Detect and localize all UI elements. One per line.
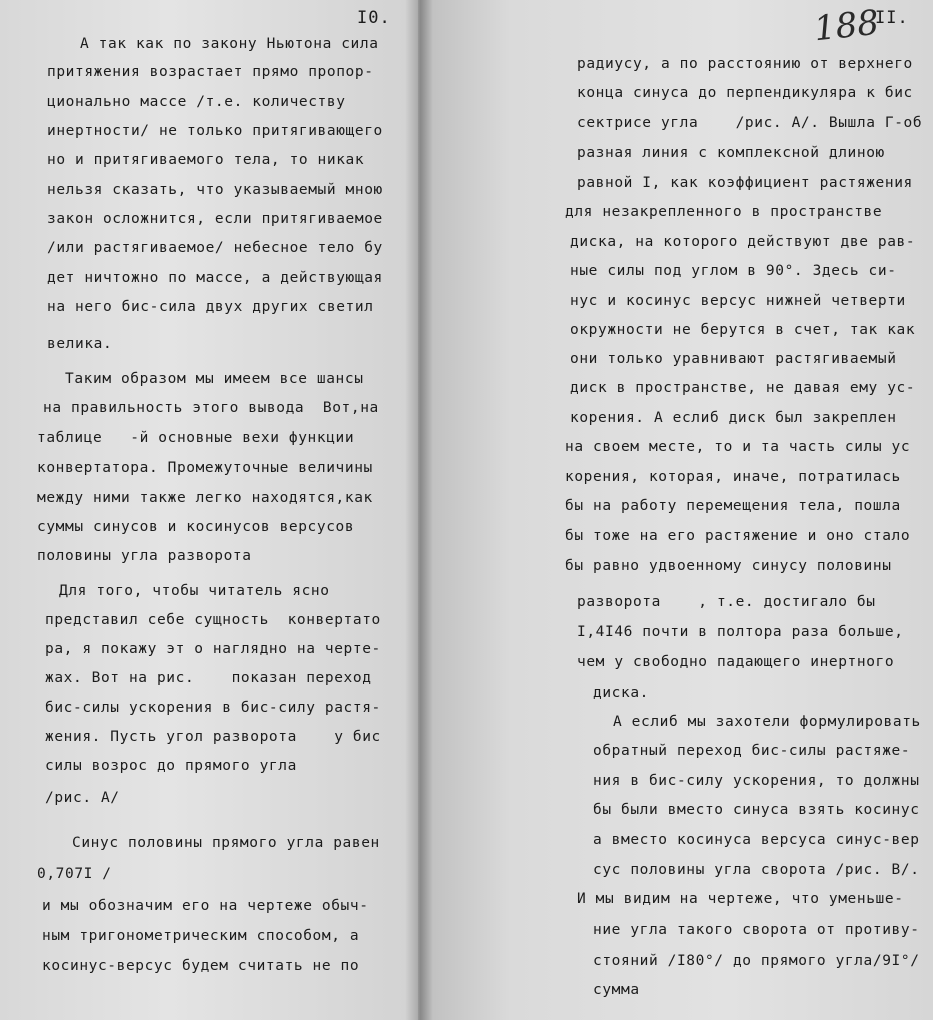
left-page-text-line: представил себе сущность конвертато [45, 612, 381, 628]
right-page-text-line: корения. А еслиб диск был закреплен [570, 410, 897, 426]
left-page-text-line: /или растягиваемое/ небесное тело бу [47, 240, 383, 256]
left-page-text-line: бис-силы ускорения в бис-силу растя- [45, 700, 381, 716]
left-page-text-line: жения. Пусть угол разворота у бис [45, 729, 381, 745]
right-page-text-line: обратный переход бис-силы растяже- [593, 743, 911, 759]
right-page-text-line: а вместо косинуса версуса синус-вер [593, 832, 920, 848]
right-page-text-line: диска. [593, 685, 649, 701]
left-page-text-line: силы возрос до прямого угла [45, 758, 297, 774]
left-page-text-line: на правильность этого вывода Вот,на [43, 400, 379, 416]
right-page-text-line: сектрисе угла /рис. А/. Вышла Г-об [577, 115, 923, 131]
left-page-number: I0. [357, 8, 391, 28]
right-page-text-line: окружности не берутся в счет, так как [570, 322, 916, 338]
left-page-text-line: Для того, чтобы читатель ясно [59, 583, 330, 599]
right-page-text-line: конца синуса до перпендикуляра к бис [577, 85, 913, 101]
right-page-text-line: для незакрепленного в пространстве [565, 204, 883, 220]
right-page-text-line: ные силы под углом в 90°. Здесь си- [570, 263, 897, 279]
right-page-text-line: разворота , т.е. достигало бы [577, 594, 876, 610]
right-page-text-line: I,4I46 почти в полтора раза больше, [577, 624, 904, 640]
left-page-text-line: дет ничтожно по массе, а действующая [47, 270, 383, 286]
archive-folio-mark: 188 [812, 2, 881, 50]
left-page-text-line: инертности/ не только притягивающего [47, 123, 383, 139]
right-page-text-line: диска, на которого действуют две рав- [570, 234, 916, 250]
left-page-text-line: ционально массе /т.е. количеству [47, 94, 346, 110]
left-page-text-line: закон осложнится, если притягиваемое [47, 211, 383, 227]
left-page-text-line: Синус половины прямого угла равен [72, 835, 380, 851]
left-page-text-line: 0,707I / [37, 866, 112, 882]
left-page-text-line: косинус-версус будем считать не по [42, 958, 360, 974]
left-page-text-line: велика. [47, 336, 113, 352]
right-page-text-line: А еслиб мы захотели формулировать [613, 714, 921, 730]
right-page-text-line: стояний /I80°/ до прямого угла/9I°/ [593, 953, 920, 969]
left-page-text-line: притяжения возрастает прямо пропор- [47, 64, 374, 80]
left-page-text-line: ным тригонометрическим способом, а [42, 928, 360, 944]
right-page-text-line: сумма [593, 982, 640, 998]
left-page-text-line: жах. Вот на рис. показан переход [45, 670, 372, 686]
right-page-text-line: они только уравнивают растягиваемый [570, 351, 897, 367]
left-page-text-line: между ними также легко находятся,как [37, 490, 373, 506]
left-page-text-line: нельзя сказать, что указываемый мною [47, 182, 383, 198]
right-page-text-line: сус половины угла сворота /рис. В/. [593, 862, 920, 878]
right-page-text-line: бы тоже на его растяжение и оно стало [565, 528, 911, 544]
left-page-text-line: суммы синусов и косинусов версусов [37, 519, 355, 535]
left-page-text-line: половины угла разворота [37, 548, 252, 564]
right-page-text-line: корения, которая, иначе, потратилась [565, 469, 901, 485]
right-page-text-line: разная линия с комплексной длиною [577, 145, 885, 161]
right-page-text-line: диск в пространстве, не давая ему ус- [570, 380, 916, 396]
right-page-text-line: ния в бис-силу ускорения, то должны [593, 773, 920, 789]
left-page-text-line: таблице -й основные вехи функции [37, 430, 355, 446]
left-page-text-line: ра, я покажу эт о наглядно на черте- [45, 641, 381, 657]
right-page-number: II. [875, 8, 909, 28]
left-page-text-line: но и притягиваемого тела, то никак [47, 152, 365, 168]
left-page-text-line: конвертатора. Промежуточные величины [37, 460, 373, 476]
left-page-text-line: /рис. А/ [45, 790, 120, 806]
right-page-text-line: нус и косинус версус нижней четверти [570, 293, 906, 309]
right-page-text-line: чем у свободно падающего инертного [577, 654, 895, 670]
right-page-text-line: равной I, как коэффициент растяжения [577, 175, 913, 191]
page-gutter [405, 0, 433, 1020]
right-page-text-line: ние угла такого сворота от противу- [593, 922, 920, 938]
right-page-text-line: радиусу, а по расстоянию от верхнего [577, 56, 913, 72]
left-page-text-line: А так как по закону Ньютона сила [80, 36, 379, 52]
left-page-text-line: Таким образом мы имеем все шансы [65, 371, 364, 387]
right-page-text-line: И мы видим на чертеже, что уменьше- [577, 891, 904, 907]
left-page-text-line: и мы обозначим его на чертеже обыч- [42, 898, 369, 914]
right-page-text-line: бы были вместо синуса взять косинус [593, 802, 920, 818]
right-page-text-line: на своем месте, то и та часть силы ус [565, 439, 911, 455]
left-page-text-line: на него бис-сила двух других светил [47, 299, 374, 315]
right-page-text-line: бы на работу перемещения тела, пошла [565, 498, 901, 514]
right-page-text-line: бы равно удвоенному синусу половины [565, 558, 892, 574]
